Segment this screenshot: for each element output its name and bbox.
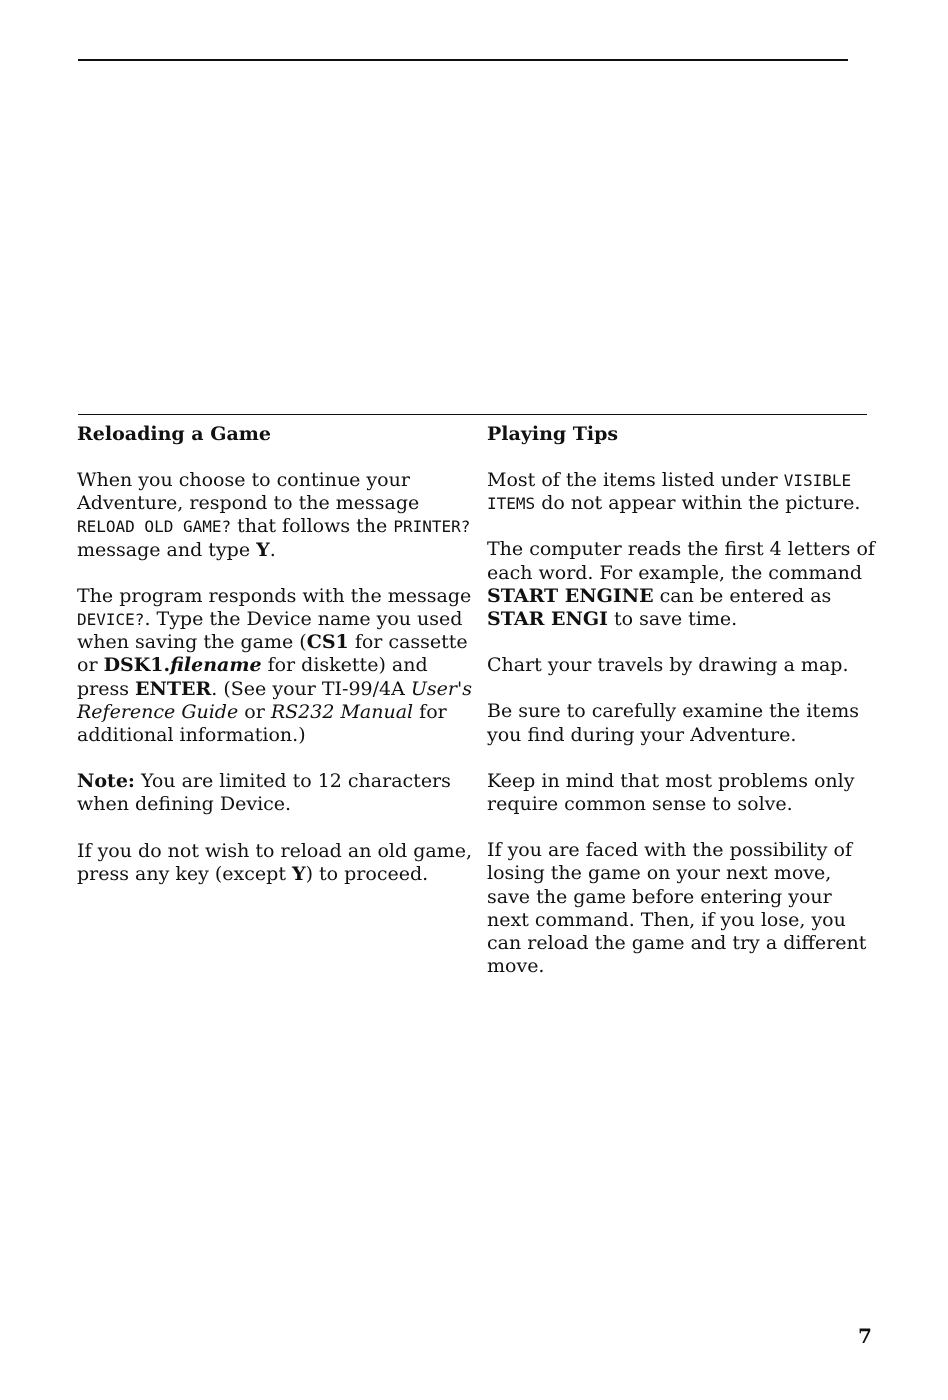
reload-paragraph: When you choose to continue your Adventure, respond to the message RELOAD OLD GAME? that follows the PRINTER? message and type Y. <box>77 469 471 561</box>
note-label: Note: <box>77 770 135 793</box>
device-code: DEVICE? <box>77 610 145 630</box>
y-key: Y <box>256 538 270 561</box>
reload-old-game-code: RELOAD OLD GAME? <box>77 517 232 537</box>
visible-items-code: VISIBLE ITEMS <box>487 471 852 514</box>
dsk1-text: DSK1. <box>103 654 171 677</box>
playing-tips-heading: Playing Tips <box>487 423 619 445</box>
page-number: 7 <box>858 1324 872 1348</box>
proceed-paragraph: If you do not wish to reload an old game, press any key (except Y) to proceed. <box>77 839 472 885</box>
abbreviation-paragraph: The computer reads the first 4 letters of each word. For example, the command START ENGINE can be entered as STAR ENGI to save time. <box>487 538 875 631</box>
save-tip: If you are faced with the possibility of losing the game on your next move, save the game before entering your next command. Then, if you lose, you can reload the game and try a different move. <box>487 839 867 978</box>
visible-items-paragraph: Most of the items listed under VISIBLE ITEMS do not appear within the picture. <box>487 469 861 515</box>
top-rule <box>78 59 848 61</box>
device-paragraph: The program responds with the message DEVICE?. Type the Device name you used when saving the game (CS1 for cassette or DSK1.filename for diskette) and press ENTER. (See your TI-99/4A User's Reference Guide or RS232 Manual for additional information.) <box>77 584 472 747</box>
manual-title: RS232 Manual <box>270 700 414 723</box>
cs1-text: CS1 <box>306 631 349 654</box>
enter-key: ENTER <box>135 677 212 700</box>
note-paragraph: Note: You are limited to 12 characters when defining Device. <box>77 770 451 816</box>
right-column <box>487 421 877 1001</box>
printer-code: PRINTER? <box>393 517 471 537</box>
section-divider <box>78 414 867 415</box>
start-engine-command: START ENGINE <box>487 584 654 607</box>
guide-title: User's Reference Guide <box>77 677 472 723</box>
left-column <box>77 421 472 909</box>
map-tip: Chart your travels by drawing a map. <box>487 654 849 677</box>
star-engi-command: STAR ENGI <box>487 608 608 631</box>
y-key-2: Y <box>292 862 306 885</box>
reloading-heading: Reloading a Game <box>77 423 271 445</box>
examine-tip: Be sure to carefully examine the items you find during your Adventure. <box>487 700 859 746</box>
common-sense-tip: Keep in mind that most problems only require common sense to solve. <box>487 769 855 816</box>
filename-text: filename <box>170 654 262 677</box>
